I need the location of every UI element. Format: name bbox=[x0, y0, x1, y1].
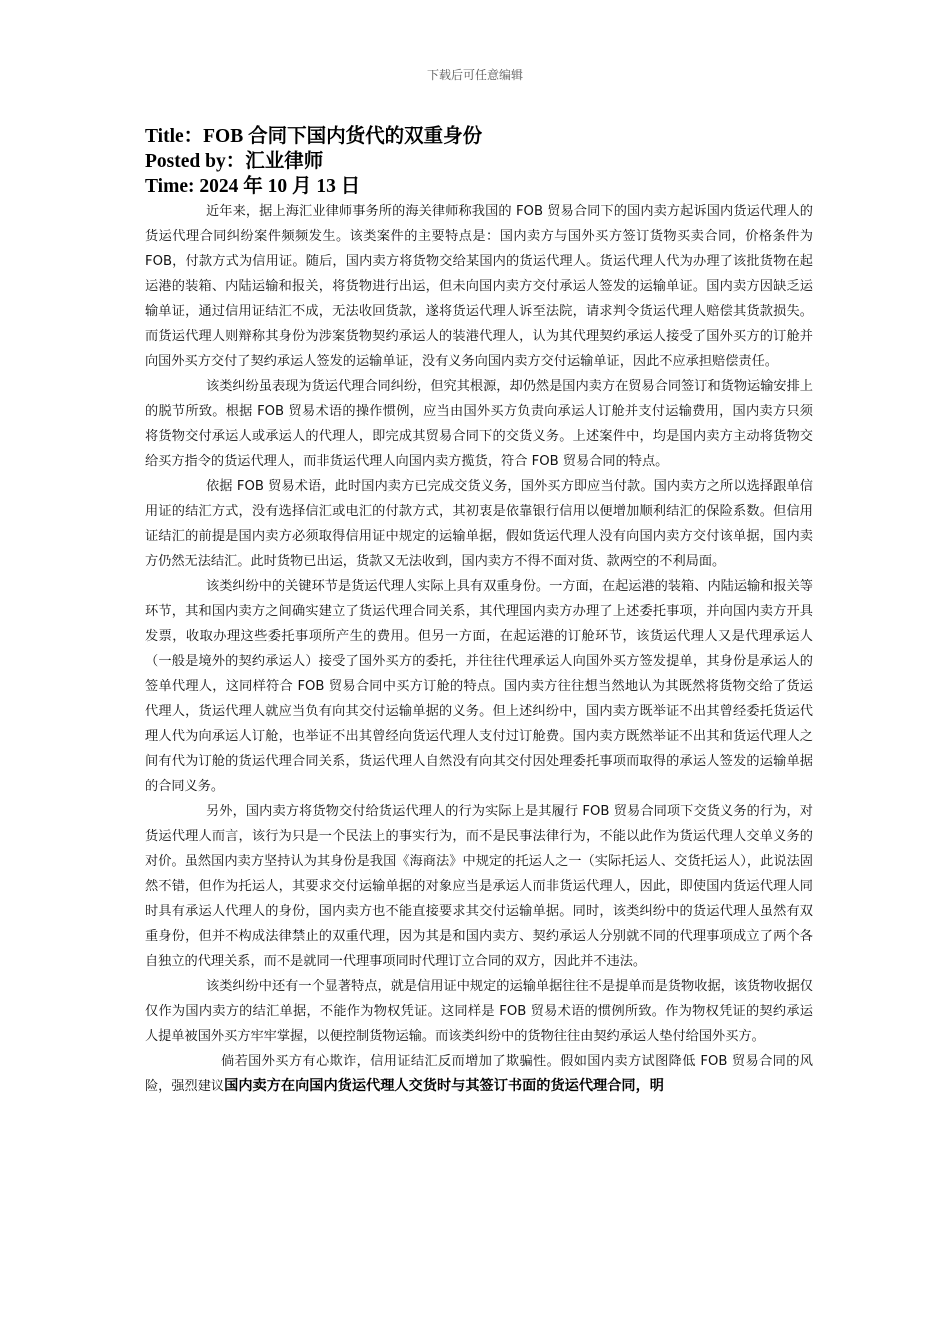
posted-by: Posted by：汇业律师 bbox=[145, 151, 324, 172]
document bbox=[145, 124, 813, 1099]
paragraph-2: 该类纠纷虽表现为货运代理合同纠纷，但究其根源，却仍然是国内卖方在贸易合同签订和货物运输安排上的脱节所致。根据 FOB 贸易术语的操作惯例，应当由国外买方负责向承运人订舱并支付运输费用，国内卖方只须将货物交付承运人或承运人的代理人，即完成其贸易合同下的交货义务。上述案件中，均是国内卖方主动将货物交给买方指令的货运代理人，而非货运代理人向国内卖方揽货，符合 FOB 贸易合同的特点。 bbox=[145, 379, 813, 469]
paragraph-1: 近年来，据上海汇业律师事务所的海关律师称我国的 FOB 贸易合同下的国内卖方起诉国内货运代理人的货运代理合同纠纷案件频频发生。该类案件的主要特点是：国内卖方与国外买方签订货物买卖合同，价格条件为 FOB，付款方式为信用证。随后，国内卖方将货物交给某国内的货运代理人。货运代理人代为办理了该批货物在起运港的装箱、内陆运输和报关，将货物进行出运，但未向国内卖方交付承运人签发的运输单证。国内卖方因缺乏运输单证，通过信用证结汇不成，无法收回货款，遂将货运代理人诉至法院，请求判令货运代理人赔偿其货款损失。而货运代理人则辩称其身份为涉案货物契约承运人的装港代理人，认为其代理契约承运人接受了国外买方的订舱并向国外买方交付了契约承运人签发的运输单证，没有义务向国内卖方交付运输单证，因此不应承担赔偿责任。 bbox=[145, 204, 813, 369]
article-body bbox=[145, 199, 813, 1099]
paragraph-5: 另外，国内卖方将货物交付给货运代理人的行为实际上是其履行 FOB 贸易合同项下交货义务的行为，对货运代理人而言，该行为只是一个民法上的事实行为，而不是民事法律行为，不能以此作为货运代理人交单义务的对价。虽然国内卖方坚持认为其身份是我国《海商法》中规定的托运人之一（实际托运人、交货托运人），此说法固然不错，但作为托运人，其要求交付运输单据的对象应当是承运人而非货运代理人，因此，即使国内货运代理人同时具有承运人代理人的身份，国内卖方也不能直接要求其交付运输单据。同时，该类纠纷中的货运代理人虽然有双重身份，但并不构成法律禁止的双重代理，因为其是和国内卖方、契约承运人分别就不同的代理事项成立了两个各自独立的代理关系，而不是就同一代理事项同时代理订立合同的双方，因此并不违法。 bbox=[145, 804, 813, 969]
article-title: Title：FOB 合同下国内货代的双重身份 bbox=[145, 126, 483, 147]
header-note: 下载后可任意编辑 bbox=[426, 68, 523, 82]
paragraph-4: 该类纠纷中的关键环节是货运代理人实际上具有双重身份。一方面，在起运港的装箱、内陆运输和报关等环节，其和国内卖方之间确实建立了货运代理合同关系，其代理国内卖方办理了上述委托事项，并向国内卖方开具发票，收取办理这些委托事项所产生的费用。但另一方面，在起运港的订舱环节，该货运代理人又是代理承运人（一般是境外的契约承运人）接受了国外买方的委托，并往往代理承运人向国外买方签发提单，其身份是承运人的签单代理人，这同样符合 FOB 贸易合同中买方订舱的特点。国内卖方往往想当然地认为其既然将货物交给了货运代理人，货运代理人就应当负有向其交付运输单据的义务。但上述纠纷中，国内卖方既举证不出其曾经委托货运代理人代为向承运人订舱，也举证不出其曾经向货运代理人支付过订舱费。国内卖方既然举证不出其和货运代理人之间有代为订舱的货运代理合同关系，货运代理人自然没有向其交付因处理委托事项而取得的承运人签发的运输单据的合同义务。 bbox=[145, 579, 813, 794]
paragraph-6: 该类纠纷中还有一个显著特点，就是信用证中规定的运输单据往往不是提单而是货物收据，该货物收据仅仅作为国内卖方的结汇单据，不能作为物权凭证。这同样是 FOB 贸易术语的惯例所致。作为物权凭证的契约承运人提单被国外买方牢牢掌握，以便控制货物运输。而该类纠纷中的货物往往由契约承运人垫付给国外买方。 bbox=[145, 979, 813, 1044]
paragraph-3: 依据 FOB 贸易术语，此时国内卖方已完成交货义务，国外买方即应当付款。国内卖方之所以选择跟单信用证的结汇方式，没有选择信汇或电汇的付款方式，其初衷是依靠银行信用以便增加顺利结汇的保险系数。但信用证结汇的前提是国内卖方必须取得信用证中规定的运输单据，假如货运代理人没有向国内卖方交付该单据，国内卖方仍然无法结汇。此时货物已出运，货款又无法收到，国内卖方不得不面对货、款两空的不利局面。 bbox=[145, 479, 813, 569]
paragraph-7-text: 倘若国外买方有心欺诈，信用证结汇反而增加了欺骗性。假如国内卖方试图降低 FOB 贸易合同的风险，强烈建议 bbox=[145, 1054, 813, 1094]
paragraph-7-bold: 国内卖方在向国内货运代理人交货时与其签订书面的货运代理合同，明 bbox=[224, 1078, 664, 1094]
post-time: Time: 2024 年 10 月 13 日 bbox=[145, 176, 361, 197]
paragraph-7 bbox=[145, 1049, 813, 1099]
